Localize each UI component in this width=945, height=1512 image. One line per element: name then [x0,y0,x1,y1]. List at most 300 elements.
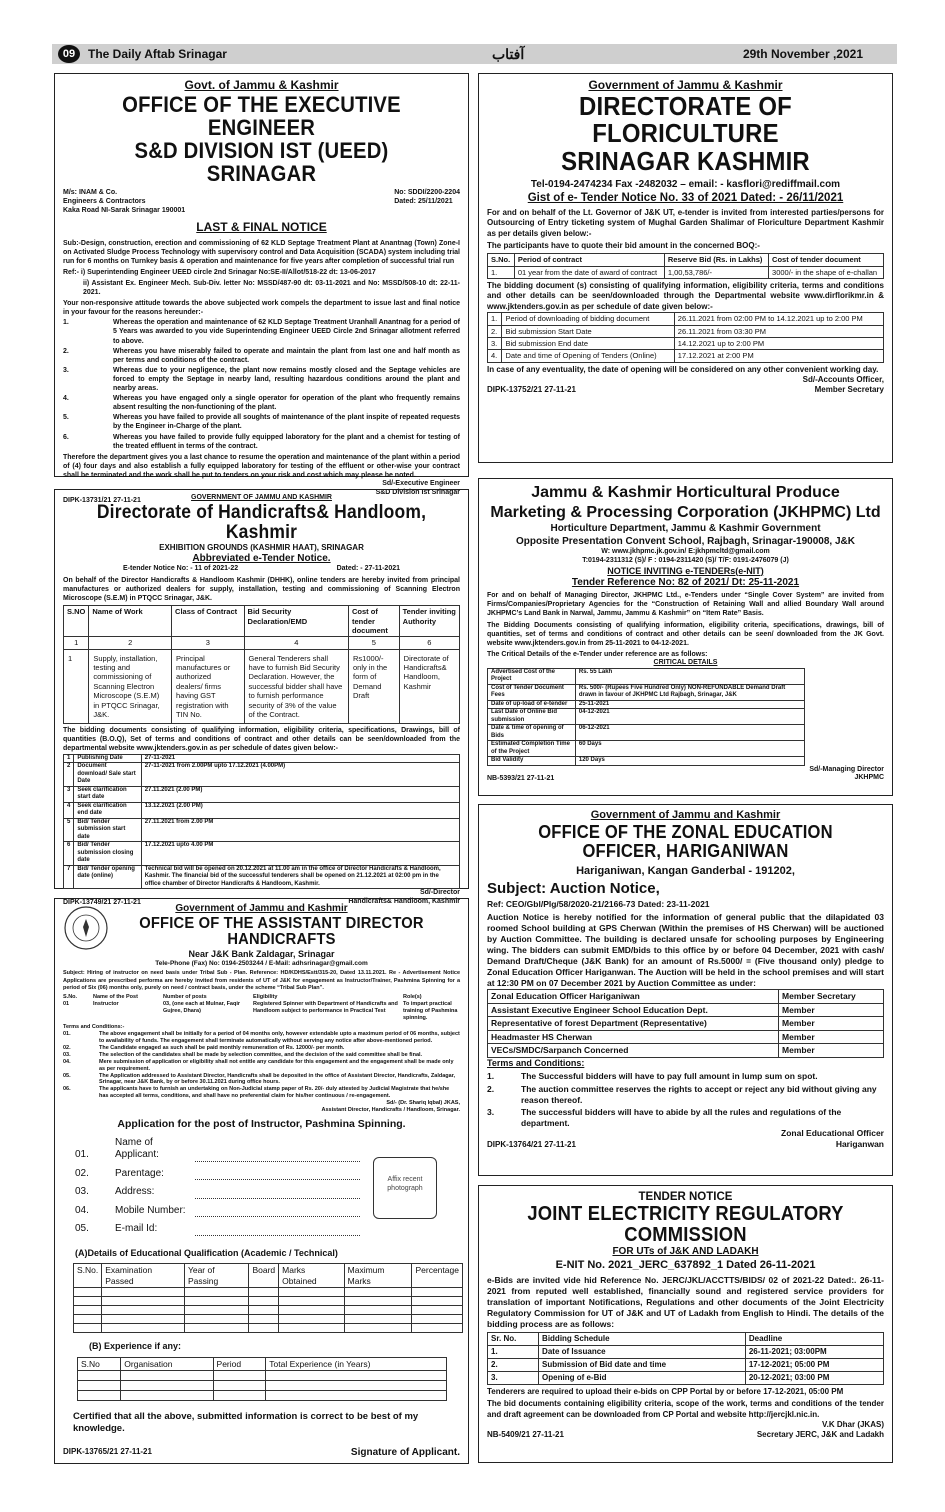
item-number: 1. [487,1071,495,1082]
table-row [488,725,805,741]
item-number: 06. [63,1086,71,1093]
ad-address: Hariganiwan, Kangan Ganderbal - 191202, [576,864,795,877]
table-header-row [78,1357,447,1371]
tender-notice-label: TENDER NOTICE [638,1191,733,1203]
table-cell: Zonal Education Officer Hariganiwan [488,989,779,1003]
table-cell: Member [779,1003,884,1017]
application-heading: Application for the post of Instructor, Pashmina Spinning. [117,1117,406,1130]
tender-table [63,605,460,724]
issue-date: 29th November ,2021 [742,47,863,61]
table-row [488,1345,884,1358]
table-row [488,757,805,766]
intro: On behalf of the Director Handicrafts & Handloom Kashmir (DHHK), online tenders are hereby invited from principal manufactures or authorized dealers for supply, installation, testing and commissioning of Scanning Electron Microscope (S.E.M) in PTQCC Srinagar, J&K. [63,576,460,603]
para: The Critical Details of the e-Tender under reference are as follows: [487,650,708,658]
field-label: Address: [115,1186,155,1198]
schedule-table [63,754,460,890]
table-cell: Date of up-load of e-tender [488,700,576,709]
list-item [487,1084,884,1105]
table-cell: Member Secretary [779,989,884,1003]
item-text: Whereas you have miserably failed to operate and maintain the plant from last one and half month as per terms and conditions of the contract. [113,347,460,364]
table-row [488,1030,884,1044]
ad-title: SRINAGAR KASHMIR [561,145,810,176]
table-cell: Bid Validity [488,757,576,766]
table-header: Class of Contract [172,606,245,637]
release-code: DIPK-13731/21 27-11-21 [63,497,141,505]
table-cell: Opening of e-Bid [539,1371,746,1384]
reference: Ref:- i) Superintending Engineer UEED circle 2nd Srinagar No:SE-II/Allot/518-22 dt: 13-06-2017 [63,268,376,276]
addressee: M/s: INAM & Co. [63,189,118,197]
table-header: Year of Passing [184,1264,249,1288]
addressee: Engineers & Contractors [63,198,146,206]
field-number: 01. [75,1149,89,1161]
table-row [64,865,460,889]
list-item [63,433,460,451]
intro: For and on behalf of the Lt. Governor of J&K UT, e-tender is invited from interested parties/persons for Outsourcing of Entry ticketing system of Mughal Garden Shalimar of Floriculture Department Kashmir as per details given below:- [487,207,884,238]
list-item [63,318,460,345]
field-input-line[interactable] [195,1207,360,1217]
table-cell: Advertised Cost of the Project [488,668,576,684]
bidding-info: The bidding documents consisting of qualifying information, eligibility criteria, specifications, Drawings, bill of quantities (B.O.Q), Set of terms and conditions of contract and other details can be seen/downloaded from the departmental website www.jktenders.gov.in as per schedule of dates given below:- [63,727,460,753]
item-number: 1. [63,319,69,327]
ad-govt-heading: Government of Jammu and Kashmir [590,809,781,821]
table-cell: Member [779,1017,884,1031]
release-code: DIPK-13765/21 27-11-21 [63,1446,152,1456]
abbr-heading: Abbreviated e-Tender Notice. [192,552,331,564]
table-cell: Date of Issuance [539,1345,746,1358]
table-header: Cost of tender document [769,254,884,266]
ad-govt-heading: Government of Jammu and Kashmir [175,903,348,914]
contact-line: Tel-0194-2474234 Fax -2482032 – email: - kasflori@rediffmail.com [530,178,841,190]
table-cell: Directorate of Handicrafts& Handloom, Kashmir [399,649,459,724]
table-cell: 17-12-2021; 05:00 PM [745,1358,883,1371]
page-number: 09 [58,45,80,63]
table-row [488,1371,884,1384]
table-cell: 120 Days [575,757,804,766]
table-cell: 2. [488,1358,539,1371]
field-input-line[interactable] [195,1170,360,1180]
enit-number: E-NIT No. 2021_JERC_637892_1 Dated 26-11-2021 [555,1258,816,1271]
item-text: The Application addressed to Assistant Director, Handicrafts shall be deposited in the office of Assistant Director, Handicrafts, Zaldagar, Srinagar, near J&K Bank, by or before 30.11.2021 during office hours. [99,1072,456,1086]
field-number: 03. [75,1186,89,1198]
item-number: 3. [487,1107,495,1118]
blank-row[interactable] [78,1371,447,1381]
table-header: Organisation [121,1357,213,1371]
field-number: 02. [75,1167,89,1179]
ad-govt-heading: Govt. of Jammu & Kashmir [184,78,339,92]
table-row [488,325,884,337]
table-cell: 2. [488,325,502,337]
table-cell: General Tenderers shall have to furnish Bid Security Declaration. However, the successful bidder shall have to furnish performance security of 3% of the value of the Contract. [244,649,348,724]
table-header-row [488,1332,884,1345]
signature: Sd/-Managing Director JKHPMC [809,765,884,782]
list-item [487,1071,884,1082]
department-seal [63,905,109,951]
item-number: 4. [63,395,69,403]
table-cell: 2 [64,763,74,787]
table-cell: 27-11-2021 [141,754,459,763]
item-text: The Successful bidders will have to pay full amount in lump sum on spot. [521,1071,818,1082]
table-header: Bid Security Declaration/EMD [244,606,348,637]
list-item [63,1073,460,1087]
ad-govt-heading: GOVERNMENT OF JAMMU AND KASHMIR [191,494,332,501]
ad-jkhpmc [478,478,893,796]
body: e-Bids are invited vide hid Reference No. JERC/JKL/ACCTTS/BIDS/ 02 of 2021-22 Dated:. 26-11-2021 from reputed well established, financially sound and registered service providers for translation of important Notifications, Regulations and other documents of the Joint Electricity Regulatory Commission for UT of J&K and UT of Ladakh from English to Hindi. The details of the bidding process are as follows: [487,1274,884,1329]
signature: Sd/-Executive Engineer S&D Division Ist Srinagar [375,479,460,496]
ad-title: OFFICE OF THE ZONAL EDUCATION OFFICER, HARIGANIWAN [538,821,833,861]
tender-reference: Tender Reference No: 82 of 2021/ Dt: 25-11-2021 [571,576,800,588]
blank-row[interactable] [74,1306,463,1315]
closing-text: Therefore the department gives you a last chance to resume the operation and maintenance of the plant within a period of (4) four days and also establish a fully equipped laboratory for testing of the effluent or other-wise your contract shall be terminated and the work shall be put to tenders on your risk and cost which may please be noted. [63,453,460,479]
column-header: Role(s) [403,993,422,1000]
critical-heading: CRITICAL DETAILS [653,658,718,666]
para: The Bidding Documents consisting of qualifying information, eligibility criteria, specifications, drawings, bill of quantities, set of terms and conditions of contract and other details can be seen/ downloaded from the JK Govt. website www.jktenders.gov.in from 25-11-2021 to 04-12-2021. [487,621,884,647]
field-label: Mobile Number: [115,1204,186,1216]
education-heading: (A)Details of Educational Qualification (Academic / Technical) [75,1247,338,1258]
signature: Sd/-Accounts Officer, Member Secretary [802,375,884,395]
table-cell: Deadline [745,1332,883,1345]
table-cell: 7 [64,865,74,889]
ad-title: JOINT ELECTRICITY REGULATORY COMMISSION [527,1203,844,1247]
ad-title: OFFICE OF THE ASSISTANT DIRECTOR HANDICRAFTS [139,914,424,949]
table-cell: 26-11-2021; 03:00PM [745,1345,883,1358]
table-cell: 27.11.2021 (2.00 PM) [141,786,459,802]
table-cell: Bid/ Tender submission closing date [74,842,141,866]
table-header: Period of contract [514,254,664,266]
table-cell: Member [779,1030,884,1044]
ad-title: S&D DIVISION IST (UEED) SRINAGAR [134,138,389,187]
table-header: Board [249,1264,279,1288]
column-header: S.No. [63,993,78,1000]
table-cell: Member [779,1044,884,1058]
reference: ii) Assistant Ex. Engineer Mech. Sub-Div. letter No: MSSD/487-90 dt: 03-11-2021 and No: MSSD/508-10 dt: 22-11-2021. [83,280,460,297]
item-number: 04. [63,1058,71,1065]
field-input-line[interactable] [195,1152,360,1162]
table-cell: 1 [64,649,89,724]
boq-note: The participants have to quote their bid amount in the concerned BOQ:- [487,240,760,250]
body: Auction Notice is hereby notified for the information of general public that the dilapidated 03 roomed School building at GPS Cherwan (Within the premises of HS Cherwan) will be auctioned by Auction Committee. The building is declared unsafe for schooling purposes by Engineering wing. The bidders can submit EMD/bids to this office by or before 04 December, 2021 with cash/ Demand Draft/Cheque (J&K Bank) for an amount of Rs.5000/ = (Five thousand only) pledge to Zonal Education Officer Hariganwan. The Auction will be held in the school premises and will start at 12:30 PM on 07 December 2021 by Auction Committee as under: [487,911,884,988]
table-header-row [74,1264,463,1288]
field-number: 04. [75,1204,89,1216]
table-cell: 5 [64,818,74,842]
table-cell: 26.11.2021 from 02:00 PM to 14.12.2021 up to 2:00 PM [674,313,883,325]
table-cell: Date & time of opening of Bids [488,725,576,741]
signature: V.K Dhar (JKAS) Secretary JERC, J&K and Ladakh [756,1420,884,1440]
masthead [52,44,897,64]
photo-box: Affix recent photograph [373,1157,437,1219]
blank-row[interactable] [78,1381,447,1391]
table-cell: Supply, installation, testing and commissioning of Scanning Electron Microscope (S.E.M) in PTQCC Srinagar, J&K. [89,649,172,724]
table-cell: Rs. 500/- (Rupees Five Hundred Only) NON-REFUNDABLE Demand Draft drawn in favour of JKHPMC Ltd Rajbagh, Srinagar, J&K [575,684,804,700]
table-header: Name of Work [89,606,172,637]
table-row [64,763,460,787]
list-item [63,1052,460,1059]
table-cell: Principal manufactures or authorized dealers/ firms having GST registration with TIN No. [172,649,245,724]
item-number: 02. [63,1045,71,1052]
column-value: 01 [63,1000,70,1007]
field-label: Parentage: [115,1167,164,1179]
table-row [64,786,460,802]
form-field [75,1223,460,1236]
table-header: S.No [78,1357,121,1371]
table-row [64,842,460,866]
column-value: Instructor [93,1000,119,1007]
table-cell: Sr. No. [488,1332,539,1345]
table-cell: Technical bid will be opened on 20.12.2021 at 11.00 am in the office of Director Handicrafts & Handloom, Kashmir. The financial bid of the successful tenderers shall be opened on 21.12.2021 at 02:00 pm in the office chamber of Director Handicrafts & Handloom, Kashmir. [141,865,459,889]
signature: Zonal Educational Officer Hariganwan [781,1128,884,1150]
tel-line: Tele-Phone (Fax) No: 0194-2503244 / E-Mail: adhsrinagar@gmail.com [155,960,368,968]
notice-heading: NOTICE INVITING e-TENDERs(e-NIT) [607,565,764,576]
blank-row[interactable] [78,1391,447,1401]
certification: Certified that all the above, submitted information is correct to be best of my knowledge. [73,1411,419,1434]
table-cell: Headmaster HS Cherwan [488,1030,779,1044]
list-item [63,1045,460,1052]
item-number: 05. [63,1072,71,1079]
table-cell: 1. [488,1345,539,1358]
table-header: Marks Obtained [279,1264,344,1288]
table-header: Reserve Bid (Rs. in Lakhs) [664,254,768,266]
table-row [488,684,805,700]
item-text: The Candidate engaged as such shall be paid monthly remuneration of Rs. 12000/- per month. [99,1045,345,1052]
table-row [64,754,460,763]
table-cell: 6 [64,842,74,866]
table-row [488,709,805,725]
table-cell: Date and time of Opening of Tenders (Online) [502,350,674,362]
field-label: E-mail Id: [115,1223,158,1235]
table-header: Examination Passed [102,1264,185,1288]
table-row [488,1358,884,1371]
item-text: Mere submission of application or eligibility shall not entitle any candidate for this engagement and the engagement shall be made only as per requirement. [99,1058,454,1072]
ad-zonal-education [478,804,893,1176]
release-code: NB-5393/21 27-11-21 [487,775,555,783]
item-text: Whereas you have engaged only a single operator for operation of the plant who frequently remains absent resulting the non-functioning of the plant. [113,395,460,412]
tender-notice-no: E-tender Notice No: - 11 of 2021-22 [123,565,239,573]
release-code: DIPK-13764/21 27-11-21 [487,1139,576,1149]
terms-heading: Terms and Conditions:- [63,1024,125,1031]
table-cell: 20-12-2021; 03:00 PM [745,1371,883,1384]
table-header: Period [213,1357,266,1371]
table-cell: 1. [488,266,515,278]
table-cell: 06-12-2021 [575,725,804,741]
experience-table [77,1357,447,1402]
item-text: The above engagement shall be initially for a period of 04 months only, however extendable upto a maximum period of 06 months, subject to availability of funds. The engagement shall terminate automatically without serving any notice after above-mentioned period. [99,1031,460,1045]
table-cell: VECs/SMDC/Sarpanch Concerned [488,1044,779,1058]
table-cell: 01 year from the date of award of contract [514,266,664,278]
table-header: S.No. [74,1264,102,1288]
field-input-line[interactable] [195,1189,360,1199]
table-cell: Document download/ Sale start Date [74,763,141,787]
list-item [63,366,460,393]
field-label: Name of Applicant: [115,1136,159,1161]
table-row [488,313,884,325]
column-value: To impart practical training of Pashmina spinning. [403,1000,458,1021]
table-row [488,1044,884,1058]
ad-subtitle: Horticulture Department, Jammu & Kashmir Government [550,523,821,534]
experience-heading: (B) Experience if any: [89,1341,182,1352]
reserve-bid-table [487,253,884,279]
ad-govt-heading: Government of Jammu & Kashmir [588,78,783,92]
column-header: Name of the Post [93,993,138,1000]
item-text: Whereas you have failed to provide all soughts of maintenance of the plant inspite of repeated requests by the Engineer in-Charge of the plant. [113,414,460,431]
intro: Your non-responsive attitude towards the above subjected work compels the department to issue last and final notice in your favour for the reasons hereunder:- [63,300,460,317]
release-code: NB-5409/21 27-11-21 [487,1430,564,1440]
table-row [488,668,805,684]
table-cell: Cost of Tender Document Fees [488,684,576,700]
table-row [488,1017,884,1031]
blank-row[interactable] [74,1315,463,1324]
table-cell: Estimated Completion Time of the Project [488,741,576,757]
field-number: 05. [75,1223,89,1235]
letter-number: No: SDDI/2200-2204 [394,189,460,197]
subject: Sub:-Design, construction, erection and commissioning of 62 KLD Septage Treatment Plant at Anantnag (Town) Zone-I on Activated Sludge Process Technology with supervisory control and Data Acquisition (SCADA) system including trial run for 6 months on Turnkey basis & operation and maintenance for five years after completion of successful trial run [63,239,460,265]
subject: Subject: Auction Notice, [487,880,660,898]
list-item [63,413,460,431]
ad-title: DIRECTORATE OF FLORICULTURE [578,91,792,149]
table-cell: 25-11-2021 [575,700,804,709]
committee-table [487,989,884,1058]
table-cell: 3. [488,338,502,350]
table-cell: 4. [488,350,502,362]
list-item [63,1086,460,1100]
table-cell: 4 [244,637,348,649]
item-number: 01. [63,1031,71,1038]
ad-title: Directorate of Handicrafts& Handloom, Kashmir [96,501,427,543]
table-cell: 14.12.2021 up to 2:00 PM [674,338,883,350]
critical-table [487,668,805,766]
table-cell: 5 [349,637,400,649]
table-cell: Seek clarification start date [74,786,141,802]
table-cell: Bid/ Tender submission start date [74,818,141,842]
table-cell: 3. [488,1371,539,1384]
reference: Ref: CEO/Gbl/Plg/58/2020-21/2166-73 Dated: 23-11-2021 [487,899,710,910]
terms-heading: Terms and Conditions: [487,1058,585,1069]
table-cell: 13.12.2021 (2.00 PM) [141,802,459,818]
ad-jerc [478,1185,893,1463]
table-cell: 1 [64,637,89,649]
signature-line: Signature of Applicant. [350,1446,460,1458]
ad-address: Near J&K Bank Zaldagar, Srinagar [188,949,335,960]
blank-row[interactable] [74,1288,463,1297]
table-cell: Bid submission End date [502,338,674,350]
item-number: 2. [63,347,69,355]
item-number: 6. [63,433,69,441]
item-number: 03. [63,1051,71,1058]
bidding-info: The bidding document (s) consisting of qualifying information, eligibility criteria, terms and conditions and other details can be seen/downloaded through the Departmental website www.dirflorikmr.in & www.jktenders.gov.in as per schedule of date given below:- [487,281,884,311]
table-cell: 27-11-2021 from 2.00PM upto 17.12.2021 (4.00PM) [141,763,459,787]
item-text: The applicants have to furnish an undertaking on Non-Judicial stamp paper of Rs. 20/- duly attested by Judicial Magistrate that he/she has accepted all terms, conditions, and shall have no preferential claim for his/her continuous / re-engagement. [99,1086,450,1100]
list-item [63,347,460,365]
table-cell: 1,00,53,786/- [664,266,768,278]
column-header: Number of posts [163,993,207,1000]
table-cell: 1. [488,313,502,325]
table-cell: 04-12-2021 [575,709,804,725]
table-header: S.No. [488,254,515,266]
ad-floriculture [478,73,893,463]
item-number: 3. [63,366,69,374]
table-cell: 26.11.2021 from 03:30 PM [674,325,883,337]
list-item [63,394,460,412]
table-header: Maximum Marks [344,1264,412,1288]
letter-date: Dated: 25/11/2021 [394,198,453,206]
addressee: Kaka Road NI-Sarak Srinagar 190001 [63,206,186,214]
ad-address: Opposite Presentation Convent School, Rajbagh, Srinagar-190008, J&K [516,535,855,547]
ad-title: Jammu & Kashmir Horticultural Produce [531,484,840,501]
table-cell: 6 [399,637,459,649]
tel-line: T:0194-2311312 (S)/ F : 0194-2311420 (S)/ T/F: 0191-2476079 (J) [582,556,789,564]
table-cell: 3 [172,637,245,649]
eventuality-note: In case of any eventuality, the date of opening will be considered on any other convenient working day. [487,364,879,374]
notice-heading: LAST & FINAL NOTICE [196,219,327,234]
item-text: The successful bidders will have to abide by all the rules and regulations of the department. [521,1107,842,1128]
release-code: DIPK-13752/21 27-11-21 [487,385,576,395]
ad-title: Marketing & Processing Corporation (JKHPMC) Ltd [490,504,881,521]
table-header: Cost of tender document [349,606,400,637]
item-number: 2. [487,1083,495,1094]
table-cell: Period of downloading of bidding document [502,313,674,325]
list-item [63,1031,460,1045]
table-cell: 1 [64,754,74,763]
blank-row[interactable] [74,1324,463,1333]
schedule-table [487,312,884,363]
table-cell: Rs1000/- only in the form of Demand Draft [349,649,400,724]
table-cell: Bid submission Start Date [502,325,674,337]
table-row [488,338,884,350]
web-line: W: www.jkhpmc.jk.gov.in/ E:jkhpmcltd@gmail.com [601,548,770,555]
table-cell: 17.12.2021 at 2:00 PM [674,350,883,362]
para: For and on behalf of Managing Director, JKHPMC Ltd., e-Tenders under “Single Cover System” are invited from Firms/Companies/Proprietary Agencies for the “Construction of Retaining Wall and allied Boundary Wall around JKHPMC’s Land Bank in Narwal, Jammu, Jammu & Kashmir” on “Item Rate” Basis. [487,592,884,618]
table-cell: 27.11.2021 from 2.00 PM [141,818,459,842]
table-cell: Last Date of Online Bid submission [488,709,576,725]
table-header: S.NO [64,606,89,637]
paper-logo: آفتاب [492,45,525,62]
item-text: Whereas you have failed to provide fully equipped laboratory for the plant and a chemist for testing of the treated effluent in terms of the contract. [113,433,460,450]
item-text: The auction committee reserves the rights to accept or reject any bid without giving any reason thereof. [521,1083,877,1105]
table-row [488,741,805,757]
column-value: 03, (one each at Mulnar, Faqir Gujree, Dhara) [163,1000,241,1014]
table-cell: Submission of Bid date and time [539,1358,746,1371]
table-cell: 2 [89,637,172,649]
ad-subtitle: FOR UTs of J&K AND LADAKH [612,1246,759,1258]
table-cell: 4 [64,802,74,818]
column-header: Eligibility [253,993,278,1000]
item-text: The selection of the candidates shall be made by selection committee, and the decision of the said committee shall be final. [99,1051,423,1058]
column-value: Registered Spinner with Department of Handicrafts and Handloom subject to performance in Practical Test [253,1000,398,1014]
blank-row[interactable] [74,1297,463,1306]
signature: Sd/- (Dr. Shariq Iqbal) JKAS, Assistant Director, Handicrafts / Handloom, Srinagar. [321,1100,460,1113]
item-text: Whereas due to your negligence, the plant now remains mostly closed and the Septage vehicles are forced to empty the Septage in nearby land, resulting hazardous conditions around the plant and nearby areas. [113,366,460,393]
table-cell: 60 Days [575,741,804,757]
ad-title: OFFICE OF THE EXECUTIVE ENGINEER [122,92,401,141]
table-cell: Bid/ Tender opening date (online) [74,865,141,889]
item-text: Whereas the operation and maintenance of 62 KLD Septage Treatment Uranhall Anantnag for a period of 5 Years was awarded to you vide Superintending Engineer UEED Circle 2nd Srinagar allotment referred to above. [113,319,460,345]
table-header: Percentage [412,1264,463,1288]
ad-subtitle: EXHIBITION GROUNDS (KASHMIR HAAT), SRINAGAR [159,542,364,552]
table-row [64,818,460,842]
ad-assistant-director-handicrafts [54,898,469,1464]
post-details [63,994,460,1022]
table-cell: 3000/- in the shape of e-challan [769,266,884,278]
signature: Sd/-Director Handicrafts& Handloom, Kashmir [348,889,460,905]
table-cell: Publishing Date [74,754,141,763]
table-row [488,1003,884,1017]
table-cell: Seek clarification end date [74,802,141,818]
subject: Subject: Hiring of instructor on need basis under Tribal Sub - Plan. Reference: HD/KDHS/Estt/315-20, Dated 13.11.2021. Re - Advertisement Notice Applications are prescribed performa are hereby invited from residents of UT of J&K for engagement as Instructor/Trainer, Pashmina Spinning for a period of Six (06) months only, purely on need / contract basis, under the scheme “Tribal Sub Plan”. [63,970,460,991]
list-item [487,1107,884,1128]
table-cell: Bidding Schedule [539,1332,746,1345]
table-header: Tender inviting Authority [399,606,459,637]
release-code: DIPK-13749/21 27-11-21 [63,898,141,906]
field-input-line[interactable] [195,1226,360,1236]
item-number: 5. [63,414,69,422]
